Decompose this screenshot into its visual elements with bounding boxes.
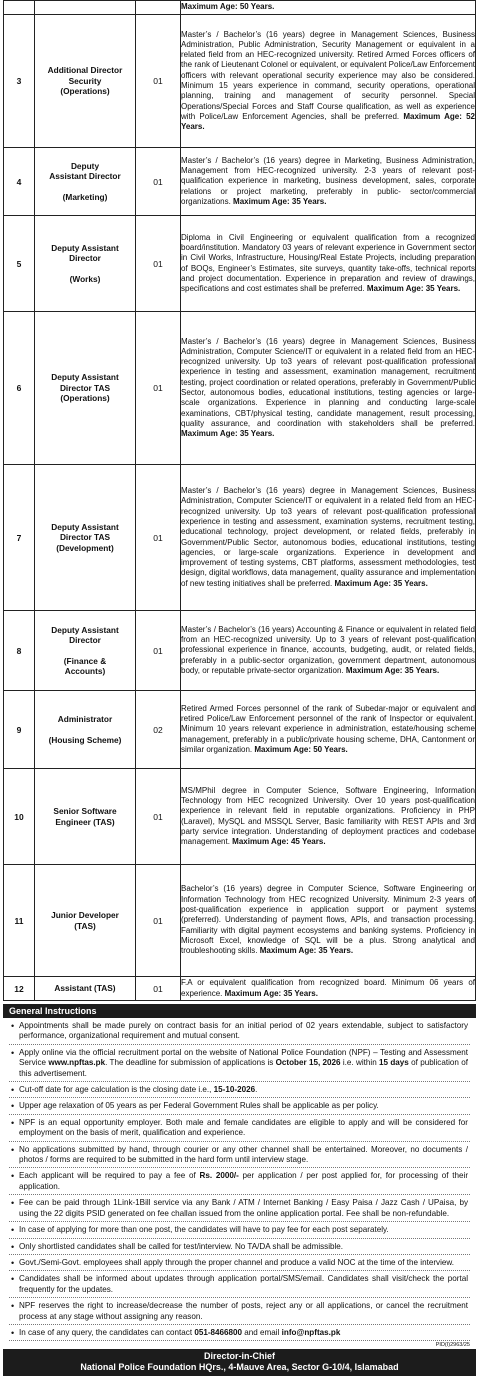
table-row xyxy=(4,312,476,465)
post-requirements xyxy=(181,865,476,977)
post-name-line xyxy=(35,646,135,656)
instruction-text: Cut-off date for age calculation is the closing date i.e., xyxy=(19,1085,214,1095)
post-count: 01 xyxy=(136,15,181,148)
max-age: Maximum Age: 52 Years. xyxy=(181,111,475,132)
max-age: Maximum Age: 35 Years. xyxy=(345,665,440,675)
instruction-item xyxy=(9,1142,470,1169)
instruction-text: i.e. within xyxy=(340,1058,380,1068)
post-count: 01 xyxy=(136,148,181,216)
instruction-emphasis: Rs. 2000/- xyxy=(199,1171,239,1181)
post-name xyxy=(35,977,136,1001)
instruction-item xyxy=(9,1298,470,1325)
post-count xyxy=(136,1,181,15)
post-count: 01 xyxy=(136,865,181,977)
instruction-item xyxy=(9,1045,470,1082)
post-count: 02 xyxy=(136,691,181,769)
max-age: Maximum Age: 35 Years. xyxy=(366,284,461,294)
post-count: 01 xyxy=(136,216,181,312)
post-count: 01 xyxy=(136,769,181,865)
instruction-item xyxy=(9,1239,470,1255)
instruction-text: . The deadline for submission of applications is xyxy=(105,1058,276,1068)
instruction-text: Upper age relaxation of 05 years as per Federal Government Rules shall be applicable as per policy. xyxy=(19,1101,379,1111)
requirements-text: MS/MPhil degree in Computer Science, Software Engineering, Information Technology from HEC recognized University. Over 10 years post-qualification experience in relevant field in reputable organizations. Proficiency in PHP (Laravel), MySQL and MSSQL Server, Basic familiarity with REST APIs and 3rd party service integration. Understanding of deployment practices and codebase management. xyxy=(181,785,475,847)
post-count: 01 xyxy=(136,611,181,691)
table-row xyxy=(4,15,476,148)
instruction-item xyxy=(9,1325,470,1341)
post-name-line: (Finance & xyxy=(63,655,107,666)
post-name-line: Junior Developer xyxy=(51,910,119,920)
post-name-line: Deputy Assistant xyxy=(51,242,119,253)
post-requirements xyxy=(181,769,476,865)
requirements-text: Master’s / Bachelor’s (16 years) Accounting & Finance or equivalent in related field from an HEC-recognized university. Up to 3 years of relevant post-qualification professional experience in finance, accounts, budgeting, audit, or related fields, preferably in a public-sector organization, government department, autonomous body, or reputable private-sector organization. xyxy=(181,624,475,675)
post-name-line: (Development) xyxy=(56,542,114,553)
instruction-text: of publication of this advertisement. xyxy=(19,1058,468,1078)
instruction-emphasis: October 15, 2026 xyxy=(275,1058,341,1068)
post-name xyxy=(35,611,136,691)
post-requirements xyxy=(181,691,476,769)
post-name xyxy=(35,216,136,312)
instruction-text: Apply online via the official recruitment portal on the website of National Police Foundation (NPF) – Testing and Assessment Service xyxy=(19,1047,468,1068)
serial-number: 10 xyxy=(4,769,35,865)
table-row xyxy=(4,148,476,216)
post-name-line: Assistant (TAS) xyxy=(54,983,116,994)
post-count: 01 xyxy=(136,312,181,465)
requirements-text: Master’s / Bachelor’s (16 years) degree in Marketing, Business Administration, Management from HEC-recognized university. 2-3 years of relevant post-qualification experience in marketing, business development, sales, corporate relations or project marketing, preferably in public- sector/commercial organizations. xyxy=(181,155,475,206)
table-row xyxy=(4,769,476,865)
instruction-item xyxy=(9,1098,470,1114)
post-name-line: Director xyxy=(69,635,101,645)
instruction-emphasis: www.npftas.pk xyxy=(48,1058,106,1068)
instruction-text: NPF reserves the right to increase/decrease the number of posts, reject any or all applications, or cancel the recruitment process at any stage without assigning any reason. xyxy=(19,1301,468,1321)
post-requirements xyxy=(181,312,476,465)
post-count: 01 xyxy=(136,977,181,1001)
post-name xyxy=(35,465,136,611)
instruction-text: per application / per post applied for, for processing of their application. xyxy=(19,1171,469,1191)
post-name xyxy=(35,769,136,865)
max-age: Maximum Age: 35 Years. xyxy=(181,429,275,439)
post-requirements xyxy=(181,465,476,611)
post-name-line: Director TAS xyxy=(59,382,111,393)
serial-number: 4 xyxy=(4,148,35,216)
instruction-text: Govt./Semi-Govt. employees shall apply through the proper channel and produce a valid NOC at the time of the interview. xyxy=(19,1257,455,1267)
post-name-line: Assistant Director xyxy=(49,171,121,182)
max-age: Maximum Age: 45 Years. xyxy=(232,837,326,847)
instruction-text: Appointments shall be made purely on contract basis for an initial period of 02 years extendable, subject to satisfactory performance, organizational requirement and mutual consent. xyxy=(19,1021,468,1041)
serial-number: 7 xyxy=(4,465,35,611)
instruction-item xyxy=(9,1082,470,1098)
instruction-emphasis: 15 days xyxy=(379,1058,409,1068)
post-requirements xyxy=(181,611,476,691)
instruction-text: In case of applying for more than one post, the candidates will have to pay fee for each post separately. xyxy=(19,1225,389,1235)
instruction-item xyxy=(9,1222,470,1238)
post-name xyxy=(35,148,136,216)
table-row xyxy=(4,1,476,15)
post-name xyxy=(35,691,136,769)
post-name-line: Deputy Assistant xyxy=(51,624,119,635)
instruction-text: Fee can be paid through 1Link-1Bill service via any Bank / ATM / Internet Banking / Easy Paisa / Jazz Cash / UPaisa, by using the 22 digits PSID generated on fee challan issued from the online application portal. Fee shall be non-refundable. xyxy=(19,1198,468,1218)
instruction-emphasis: 15-10-2026 xyxy=(213,1085,256,1095)
post-name-line xyxy=(35,725,135,735)
instruction-text: Candidates shall be informed about updates through application portal/SMS/email. Candidates shall visit/check the portal frequently for the updates. xyxy=(19,1274,468,1294)
advertisement xyxy=(3,0,476,1373)
post-requirements xyxy=(181,977,476,1001)
instruction-text: No applications submitted by hand, through courier or any other channel shall be entertained. Moreover, no documents / photos / forms are required to be submitted in the hard form until interview stage. xyxy=(19,1144,468,1165)
table-row xyxy=(4,611,476,691)
max-age: Maximum Age: 50 Years. xyxy=(254,744,348,754)
requirements-text: Bachelor’s (16 years) degree in Computer Science, Software Engineering or Information Technology from HEC recognized University. Minimum 2-3 years of post-qualification experience in application support or payment systems (preferred). Understanding of payment flows, APIs, and transaction processing. Familiarity with digital payment ecosystems and banking systems. Proficiency in Microsoft Excel, knowledge of SQL will be a plus. Strong analytical and troubleshooting skills. xyxy=(181,884,475,956)
post-name-line: Engineer (TAS) xyxy=(55,816,115,827)
post-name-line xyxy=(35,264,135,274)
post-requirements xyxy=(181,148,476,216)
post-name-line: (Works) xyxy=(69,273,101,284)
post-name-line: Deputy Assistant xyxy=(51,372,119,383)
instruction-emphasis: 051-8466800 xyxy=(194,1327,243,1337)
requirements-text: Master’s / Bachelor’s (16 years) degree in Management Sciences, Business Administration, Computer Science/IT or equivalent in a related field from an HEC-recognized university. Up to3 years of relevant post-qualification professional experience in testing and assessment, examination systems, recruitment testing, educational technology, project development, or related fields, preferably in Government/Public Sector, autonomous bodies, educational institutions, testing agencies, or large-scale organizations. Experience in development and improvement of testing systems, CBT platforms, assessment methodologies, test design, digital workflows, data management, quality assurance and implementation of new testing initiatives shall be preferred. xyxy=(181,486,475,588)
serial-number: 9 xyxy=(4,691,35,769)
requirements-text: Retired Armed Forces personnel of the rank of Subedar-major or equivalent and retired Police/Law Enforcement personnel of the rank of Inspector or equivalent. Minimum 10 years relevant experience in administration, estate/housing scheme management, preferably in a public/private housing scheme, DHA, Cantonment or similar organization. xyxy=(181,703,475,754)
post-requirements xyxy=(181,216,476,312)
post-name-line: Director xyxy=(69,253,101,264)
post-name-line: Director TAS xyxy=(59,532,111,543)
instruction-text: In case of any query, the candidates can contact xyxy=(19,1327,195,1337)
post-count: 01 xyxy=(136,465,181,611)
post-name-line: (Operations) xyxy=(60,86,110,97)
max-age: Maximum Age: 35 Years. xyxy=(259,946,354,956)
post-name-line: Accounts) xyxy=(64,666,106,676)
footer xyxy=(3,1349,476,1376)
serial-number: 11 xyxy=(4,865,35,977)
instruction-text: Each applicant will be required to pay a fee of xyxy=(19,1171,200,1181)
requirements-text: Master’s / Bachelor’s (16 years) degree in Management Sciences, Business Administration, Computer Science/IT or equivalent in a related field from an HEC-recognized university. Up to3 years of relevant post-qualification professional experience in testing and assessment, examination management, recruitment testing, project coordination or related operations, preferably in Government/Public Sector, autonomous bodies, educational institutions, testing agencies or large-scale organizations. Experience in planning and conducting large-scale examinations, CBT/physical testing, candidate management, result processing, quality assurance, and coordination with stakeholders shall be preferred. xyxy=(181,336,475,428)
post-name-line xyxy=(35,182,135,192)
table-row xyxy=(4,216,476,312)
requirements-text: F.A or equivalent qualification from recognized board. Minimum 06 years of experience. xyxy=(181,978,475,998)
post-name-line: Administrator xyxy=(57,714,113,724)
max-age: Maximum Age: 35 Years. xyxy=(334,578,428,588)
post-name-line: (TAS) xyxy=(74,920,96,931)
post-name-line: (Operations) xyxy=(60,393,110,404)
posts-table xyxy=(3,0,476,1001)
post-name-line: (Marketing) xyxy=(62,191,108,202)
post-name-line: Senior Software xyxy=(53,806,117,816)
instruction-item xyxy=(9,1168,470,1195)
instruction-text: Only shortlisted candidates shall be called for test/interview. No TA/DA shall be admissible. xyxy=(19,1241,344,1251)
post-name-line: Deputy xyxy=(70,160,100,171)
max-age: Maximum Age: 35 Years. xyxy=(233,196,327,206)
post-requirements xyxy=(181,15,476,148)
serial-number xyxy=(4,1,35,15)
instruction-item xyxy=(9,1018,470,1045)
instruction-text: . xyxy=(255,1085,258,1095)
table-row xyxy=(4,977,476,1001)
table-row xyxy=(4,465,476,611)
general-instructions-list xyxy=(3,1018,476,1341)
post-name xyxy=(35,312,136,465)
serial-number: 5 xyxy=(4,216,35,312)
pid-number: PID(I)2963/25 xyxy=(435,1342,470,1349)
table-row xyxy=(4,691,476,769)
post-name-line: Deputy Assistant xyxy=(51,521,119,532)
post-name xyxy=(35,15,136,148)
post-name-line: Security xyxy=(68,75,102,86)
post-name xyxy=(35,1,136,15)
max-age: Maximum Age: 35 Years. xyxy=(224,988,318,998)
serial-number: 8 xyxy=(4,611,35,691)
instruction-emphasis: info@npftas.pk xyxy=(281,1327,341,1337)
instruction-item xyxy=(9,1115,470,1142)
footer-address: National Police Foundation HQrs., 4-Mauve Area, Sector G-10/4, Islamabad xyxy=(80,1362,399,1373)
serial-number: 12 xyxy=(4,977,35,1001)
post-name-line: Additional Director xyxy=(47,65,123,76)
table-row xyxy=(4,865,476,977)
footer-signatory: Director-in-Chief xyxy=(203,1351,275,1362)
instruction-item xyxy=(9,1271,470,1298)
serial-number: 6 xyxy=(4,312,35,465)
post-name xyxy=(35,865,136,977)
requirements-text: Diploma in Civil Engineering or equivalent qualification from a recognized board/institution. Mandatory 03 years of relevant experience in Government sector in Civil Works, Infrastructure, Housing/Real Estate Projects, including preparation of BOQs, Engineer’s Estimates, site surveys, quantity take-offs, technical reports and project documentation. Experience in preparation and review of drawings, specifications and cost estimates shall be preferred. xyxy=(181,232,475,294)
instruction-text: NPF is an equal opportunity employer. Both male and female candidates are eligible to apply and will be considered for employment on the basis of merit, qualification and experience. xyxy=(19,1117,468,1138)
max-age: Maximum Age: 50 Years. xyxy=(181,2,275,12)
general-instructions-header: General Instructions xyxy=(3,1004,476,1018)
instruction-text: and email xyxy=(242,1327,282,1337)
instruction-item xyxy=(9,1255,470,1271)
post-name-line: (Housing Scheme) xyxy=(48,734,122,745)
serial-number: 3 xyxy=(4,15,35,148)
post-requirements xyxy=(181,1,476,15)
instruction-item xyxy=(9,1195,470,1222)
requirements-text: Master’s / Bachelor’s (16 years) degree in Management Sciences, Business Administration, Public Administration, Security Management or equivalent in a related field from an HEC-recognized university. Retired Armed Forces officers of the rank of Lieutenant Colonel or equivalent, or equivalent Police/Law Enforcement officers with relevant operational security experience may also be considered. Minimum 15 years experience in command, security operations, operational planning, training and management of security personnel. Special Operations/Special Forces and Staff Course qualification, as well as experience with Police/Law Enforcement Agencies, shall be preferred. xyxy=(181,29,475,121)
